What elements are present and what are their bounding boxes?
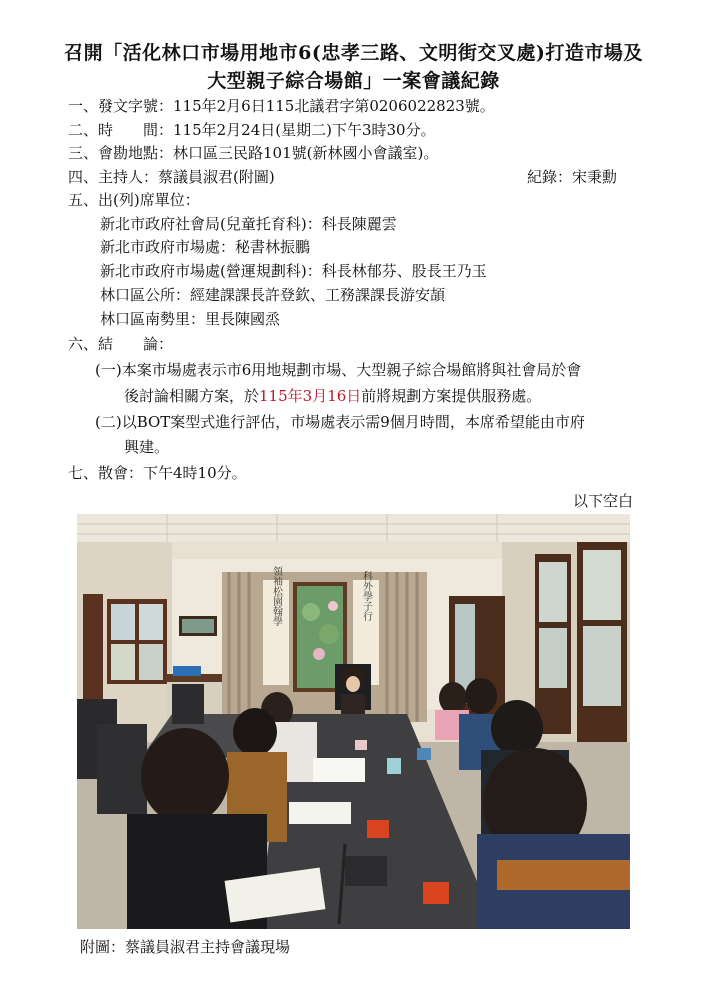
doc-number: 一、發文字號：115年2月6日115北議君字第0206022823號。	[68, 97, 495, 115]
photo-caption: 附圖：蔡議員淑君主持會議現場	[80, 938, 291, 956]
conclusion-1-line-1: (一)本案市場處表示市6用地規劃市場、大型親子綜合場館將與社會局於會	[95, 361, 582, 379]
conclusion-1-line-2	[124, 386, 541, 406]
deadline-date: 115年3月16日	[259, 387, 362, 405]
scroll-left-text: 領袖松園翰學	[270, 566, 282, 626]
conclusion-2-line-2: 興建。	[124, 438, 170, 456]
conclusion-1-text: 後討論相關方案，於	[124, 387, 260, 405]
attendee-item: 新北市政府市場處：秘書林振鵬	[100, 238, 311, 256]
attendee-item: 林口區南勢里：里長陳國烝	[100, 310, 281, 328]
meeting-location: 三、會勘地點：林口區三民路101號(新林國小會議室)。	[68, 144, 439, 162]
attendee-item: 新北市政府市場處(營運規劃科)：科長林郁芬、股長王乃玉	[100, 262, 487, 280]
meeting-recorder: 紀錄：宋秉勳	[527, 168, 618, 186]
meeting-photo	[77, 514, 630, 929]
meeting-time: 二、時 間：115年2月24日(星期二)下午3時30分。	[68, 121, 436, 139]
blank-note: 以下空白	[573, 492, 634, 510]
adjourn-time: 七、散會：下午4時10分。	[68, 464, 247, 482]
document-title-line-1: 召開「活化林口市場用地市6(忠孝三路、文明街交叉處)打造市場及	[64, 42, 643, 64]
attendee-item: 林口區公所：經建課課長許登欽、工務課課長游安頡	[100, 286, 446, 304]
conclusion-label: 六、結 論：	[68, 335, 174, 353]
conclusion-2-line-1: (二)以BOT案型式進行評估，市場處表示需9個月時間，本席希望能由市府	[95, 413, 585, 431]
meeting-host: 四、主持人：蔡議員淑君(附圖)	[68, 168, 275, 186]
scroll-right-text: 科外學子行	[360, 571, 372, 621]
attendees-label: 五、出(列)席單位：	[68, 191, 200, 209]
document-title-line-2: 大型親子綜合場館」一案會議紀錄	[207, 70, 500, 92]
attendee-item: 新北市政府社會局(兒童托育科)：科長陳麗雲	[100, 215, 397, 233]
conclusion-1-text-end: 前將規劃方案提供服務處。	[361, 387, 542, 405]
